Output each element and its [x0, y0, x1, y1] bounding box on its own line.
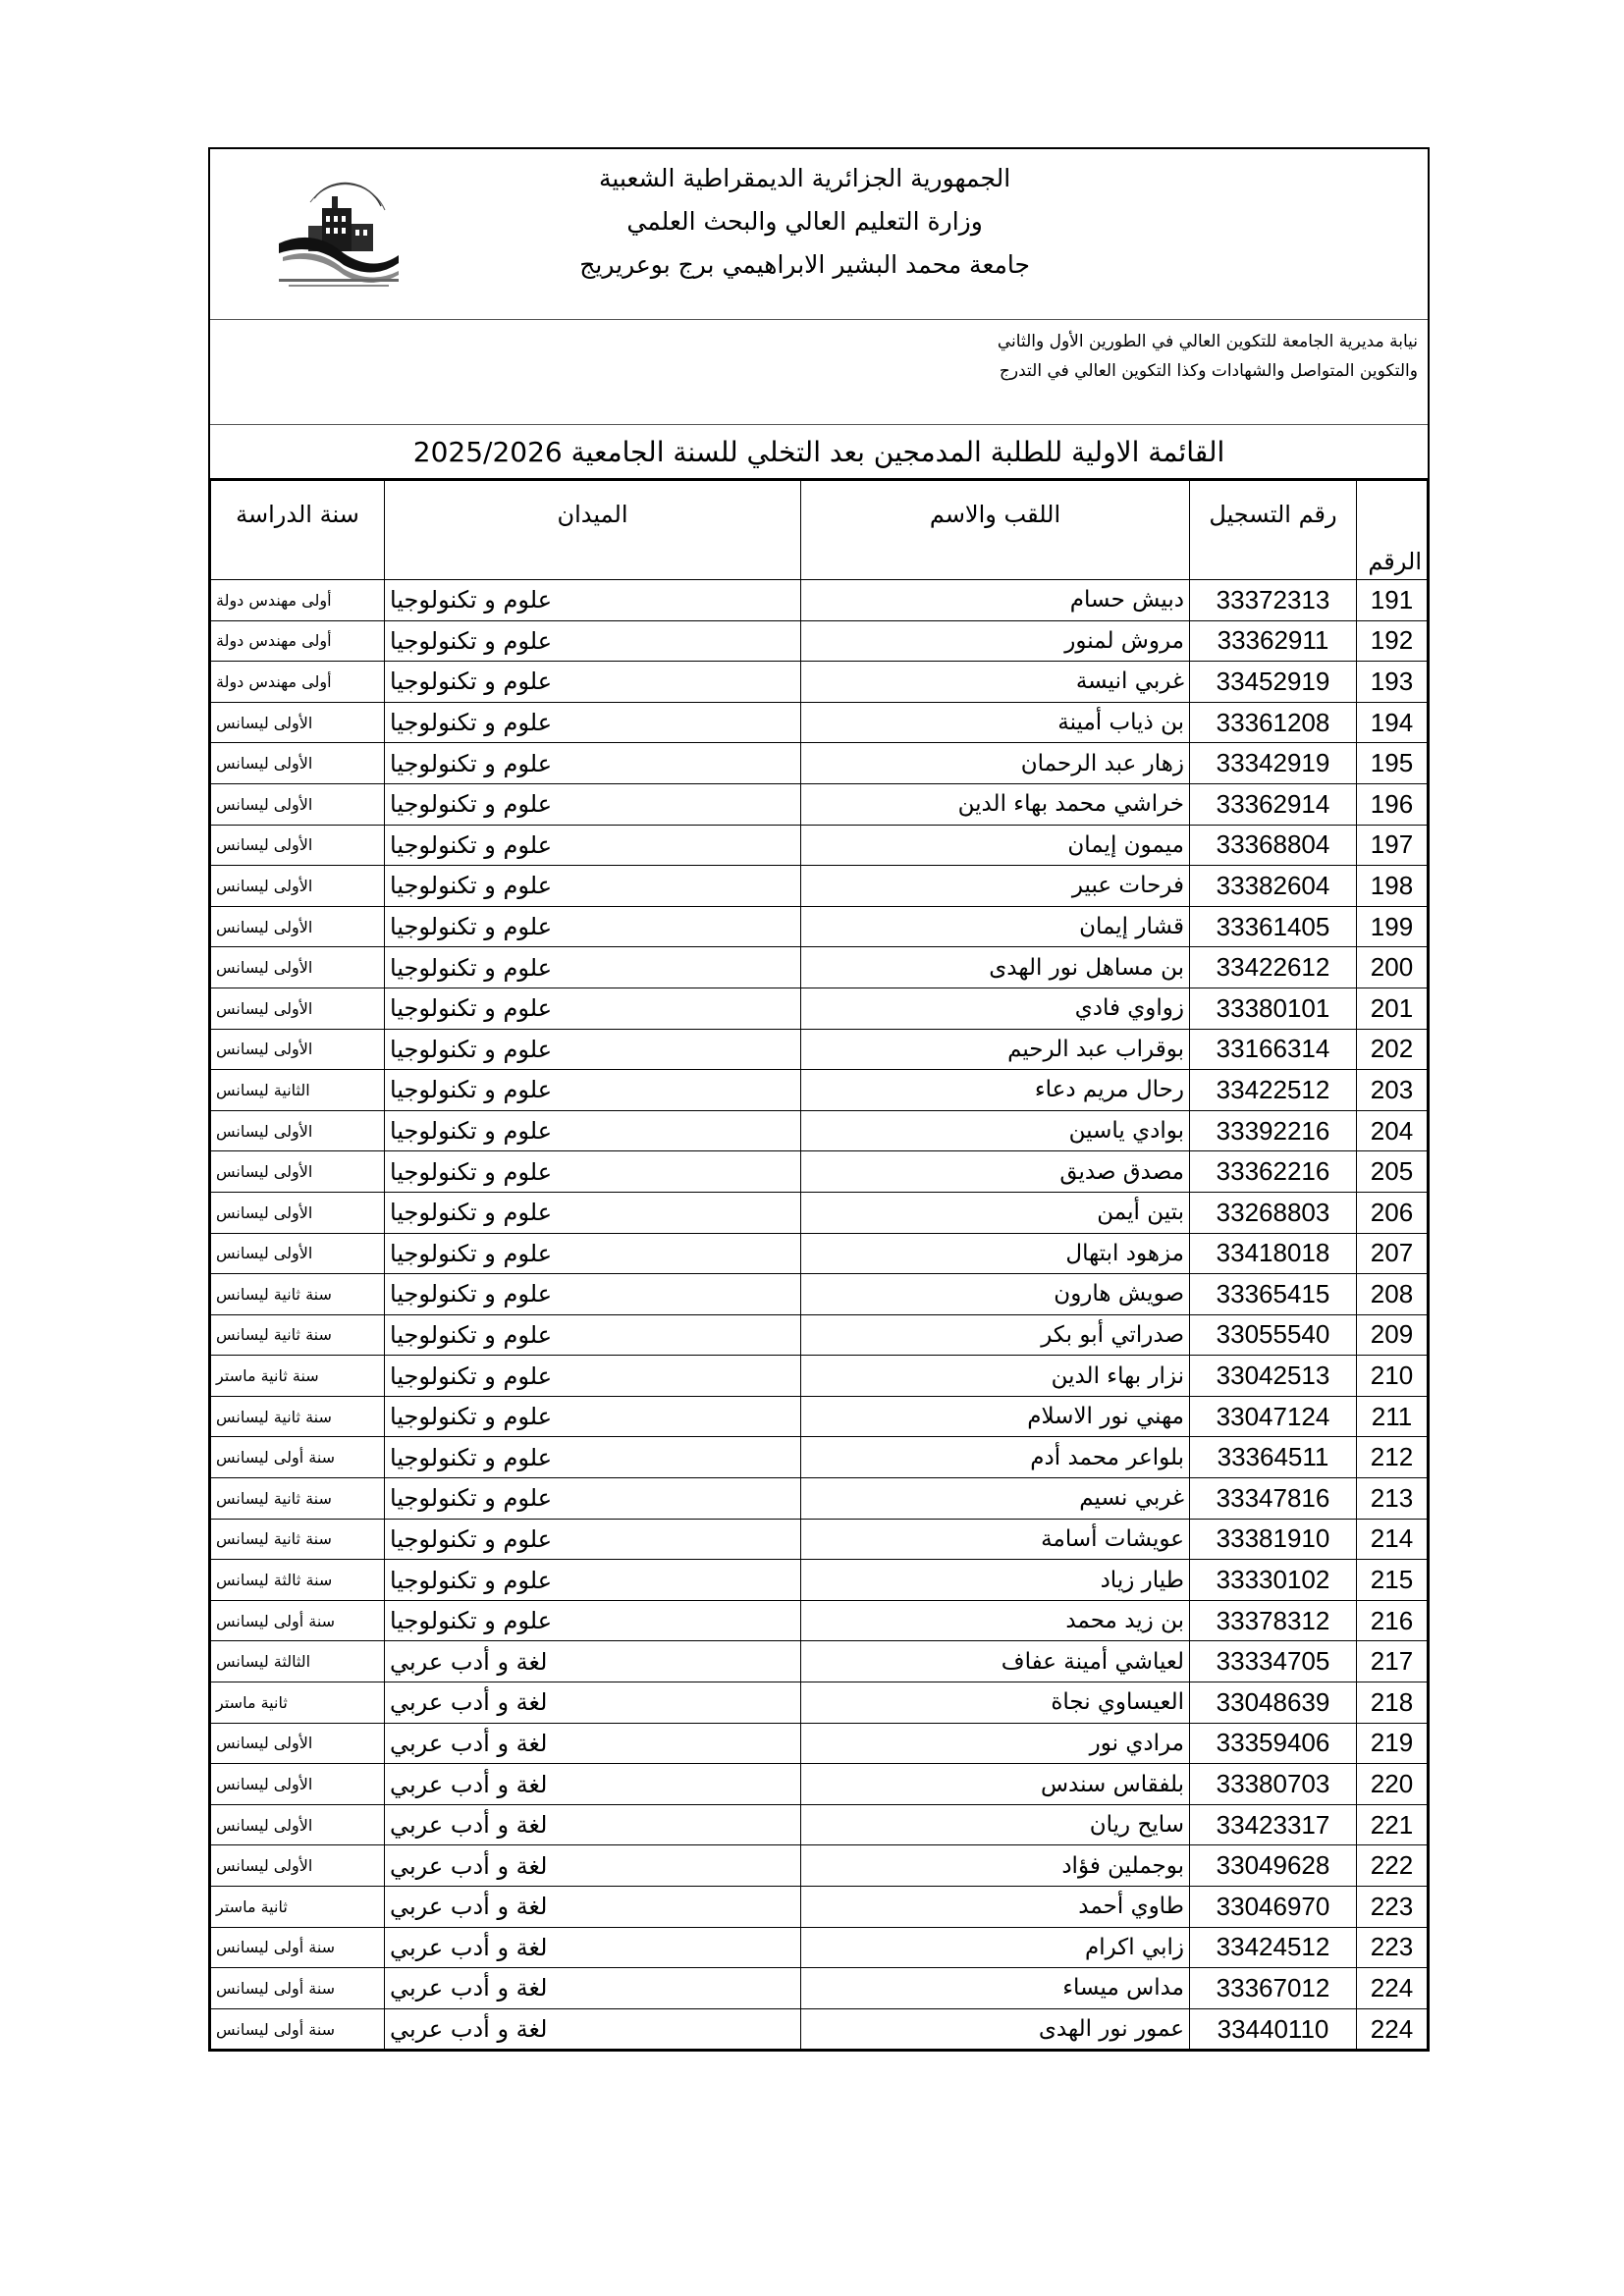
sub-header	[210, 320, 1428, 425]
cell-name: بوجملين فؤاد	[801, 1845, 1190, 1887]
cell-num: 223	[1357, 1927, 1428, 1968]
cell-num: 211	[1357, 1396, 1428, 1437]
table-row	[211, 1845, 1428, 1887]
cell-name: بلفقاس سندس	[801, 1764, 1190, 1805]
cell-name: بن ذياب أمينة	[801, 702, 1190, 743]
cell-name: طيار زياد	[801, 1560, 1190, 1601]
cell-year: سنة أولى ليسانس	[211, 2008, 385, 2050]
cell-num: 208	[1357, 1274, 1428, 1315]
cell-field: علوم و تكنولوجيا	[385, 580, 801, 621]
cell-num: 218	[1357, 1682, 1428, 1724]
cell-name: ميمون إيمان	[801, 825, 1190, 866]
university-name: جامعة محمد البشير الابراهيمي برج بوعريريج	[579, 250, 1030, 279]
cell-num: 199	[1357, 906, 1428, 947]
cell-reg: 33359406	[1190, 1723, 1357, 1764]
cell-year: سنة أولى ليسانس	[211, 1437, 385, 1478]
cell-reg: 33362914	[1190, 783, 1357, 825]
cell-name: بن زيد محمد	[801, 1600, 1190, 1641]
cell-name: قشار إيمان	[801, 906, 1190, 947]
cell-field: علوم و تكنولوجيا	[385, 866, 801, 907]
sub-header-line2: والتكوين المتواصل والشهادات وكذا التكوين العالي في التدرج	[999, 361, 1418, 381]
cell-reg: 33422612	[1190, 947, 1357, 988]
cell-field: علوم و تكنولوجيا	[385, 1233, 801, 1274]
table-row	[211, 1560, 1428, 1601]
cell-year: الأولى ليسانس	[211, 1845, 385, 1887]
table-row	[211, 743, 1428, 784]
cell-name: العيساوي نجاة	[801, 1682, 1190, 1724]
table-row	[211, 825, 1428, 866]
cell-reg: 33364511	[1190, 1437, 1357, 1478]
cell-field: لغة و أدب عربي	[385, 1845, 801, 1887]
table-row	[211, 947, 1428, 988]
cell-name: خراشي محمد بهاء الدين	[801, 783, 1190, 825]
cell-reg: 33423317	[1190, 1804, 1357, 1845]
table-row	[211, 1233, 1428, 1274]
col-header-field: الميدان	[385, 481, 801, 580]
table-row	[211, 1887, 1428, 1928]
cell-field: لغة و أدب عربي	[385, 1723, 801, 1764]
cell-field: علوم و تكنولوجيا	[385, 662, 801, 703]
country-name: الجمهورية الجزائرية الديمقراطية الشعبية	[599, 164, 1011, 192]
cell-name: بوادي ياسين	[801, 1110, 1190, 1151]
table-row	[211, 1600, 1428, 1641]
cell-year: ثانية ماستر	[211, 1682, 385, 1724]
table-row	[211, 1723, 1428, 1764]
cell-year: الأولى ليسانس	[211, 1029, 385, 1070]
cell-name: بتين أيمن	[801, 1192, 1190, 1233]
table-row	[211, 662, 1428, 703]
cell-year: الأولى ليسانس	[211, 1110, 385, 1151]
cell-num: 221	[1357, 1804, 1428, 1845]
cell-name: عمور نور الهدى	[801, 2008, 1190, 2050]
cell-num: 212	[1357, 1437, 1428, 1478]
cell-num: 222	[1357, 1845, 1428, 1887]
cell-reg: 33342919	[1190, 743, 1357, 784]
cell-name: مرادي نور	[801, 1723, 1190, 1764]
table-row	[211, 1029, 1428, 1070]
cell-year: الأولى ليسانس	[211, 906, 385, 947]
col-header-reg: رقم التسجيل	[1190, 481, 1357, 580]
cell-year: الثانية ليسانس	[211, 1070, 385, 1111]
cell-num: 209	[1357, 1314, 1428, 1356]
cell-year: ثانية ماستر	[211, 1887, 385, 1928]
sub-header-line1: نيابة مديرية الجامعة للتكوين العالي في الطورين الأول والثاني	[997, 332, 1418, 351]
table-row	[211, 1519, 1428, 1560]
institution-header	[210, 149, 1428, 320]
cell-field: لغة و أدب عربي	[385, 1968, 801, 2009]
table-row	[211, 702, 1428, 743]
cell-num: 194	[1357, 702, 1428, 743]
cell-name: نزار بهاء الدين	[801, 1356, 1190, 1397]
cell-name: سايح ريان	[801, 1804, 1190, 1845]
header-lines	[579, 157, 1030, 287]
table-row	[211, 1314, 1428, 1356]
cell-reg: 33361208	[1190, 702, 1357, 743]
cell-reg: 33048639	[1190, 1682, 1357, 1724]
cell-year: الأولى ليسانس	[211, 1151, 385, 1193]
cell-num: 204	[1357, 1110, 1428, 1151]
cell-reg: 33372313	[1190, 580, 1357, 621]
table-row	[211, 1356, 1428, 1397]
cell-name: مروش لمنور	[801, 620, 1190, 662]
cell-reg: 33368804	[1190, 825, 1357, 866]
cell-num: 192	[1357, 620, 1428, 662]
cell-name: فرحات عبير	[801, 866, 1190, 907]
document-frame	[208, 147, 1430, 2052]
cell-field: علوم و تكنولوجيا	[385, 947, 801, 988]
cell-reg: 33422512	[1190, 1070, 1357, 1111]
cell-year: سنة ثانية ليسانس	[211, 1274, 385, 1315]
cell-num: 214	[1357, 1519, 1428, 1560]
cell-field: علوم و تكنولوجيا	[385, 1396, 801, 1437]
cell-reg: 33381910	[1190, 1519, 1357, 1560]
cell-field: علوم و تكنولوجيا	[385, 1110, 801, 1151]
cell-field: علوم و تكنولوجيا	[385, 1029, 801, 1070]
cell-reg: 33362216	[1190, 1151, 1357, 1193]
cell-num: 223	[1357, 1887, 1428, 1928]
cell-name: زواوي فادي	[801, 988, 1190, 1029]
cell-num: 200	[1357, 947, 1428, 988]
cell-num: 198	[1357, 866, 1428, 907]
cell-name: بوقراب عبد الرحيم	[801, 1029, 1190, 1070]
cell-field: علوم و تكنولوجيا	[385, 1478, 801, 1520]
cell-name: بلواعر محمد أدم	[801, 1437, 1190, 1478]
cell-year: الأولى ليسانس	[211, 1764, 385, 1805]
cell-reg: 33362911	[1190, 620, 1357, 662]
cell-reg: 33378312	[1190, 1600, 1357, 1641]
cell-name: زهار عبد الرحمان	[801, 743, 1190, 784]
cell-year: الأولى ليسانس	[211, 1233, 385, 1274]
cell-field: علوم و تكنولوجيا	[385, 1600, 801, 1641]
cell-year: الأولى ليسانس	[211, 1804, 385, 1845]
table-row	[211, 1764, 1428, 1805]
table-row	[211, 1927, 1428, 1968]
cell-year: الأولى ليسانس	[211, 743, 385, 784]
cell-reg: 33268803	[1190, 1192, 1357, 1233]
cell-name: لعياشي أمينة عفاف	[801, 1641, 1190, 1682]
cell-reg: 33380703	[1190, 1764, 1357, 1805]
table-header-row	[211, 481, 1428, 580]
cell-field: علوم و تكنولوجيا	[385, 1070, 801, 1111]
cell-reg: 33365415	[1190, 1274, 1357, 1315]
cell-name: غربي انيسة	[801, 662, 1190, 703]
table-row	[211, 1641, 1428, 1682]
cell-year: الأولى ليسانس	[211, 1723, 385, 1764]
cell-year: سنة أولى ليسانس	[211, 1600, 385, 1641]
cell-num: 215	[1357, 1560, 1428, 1601]
table-row	[211, 1110, 1428, 1151]
cell-year: الأولى ليسانس	[211, 783, 385, 825]
cell-field: لغة و أدب عربي	[385, 2008, 801, 2050]
table-row	[211, 620, 1428, 662]
table-row	[211, 988, 1428, 1029]
col-header-name: اللقب والاسم	[801, 481, 1190, 580]
cell-reg: 33055540	[1190, 1314, 1357, 1356]
cell-field: علوم و تكنولوجيا	[385, 1437, 801, 1478]
cell-reg: 33361405	[1190, 906, 1357, 947]
cell-num: 207	[1357, 1233, 1428, 1274]
table-row	[211, 1968, 1428, 2009]
list-title: القائمة الاولية للطلبة المدمجين بعد التخلي للسنة الجامعية 2025/2026	[210, 425, 1428, 480]
cell-num: 193	[1357, 662, 1428, 703]
cell-year: سنة أولى ليسانس	[211, 1927, 385, 1968]
cell-field: علوم و تكنولوجيا	[385, 825, 801, 866]
cell-year: الأولى ليسانس	[211, 702, 385, 743]
cell-year: أولى مهندس دولة	[211, 620, 385, 662]
cell-reg: 33046970	[1190, 1887, 1357, 1928]
cell-name: صدراتي أبو بكر	[801, 1314, 1190, 1356]
cell-num: 220	[1357, 1764, 1428, 1805]
col-header-num: الرقم	[1357, 481, 1428, 580]
cell-year: الثالثة ليسانس	[211, 1641, 385, 1682]
cell-name: صويش هارون	[801, 1274, 1190, 1315]
cell-name: رحال مريم دعاء	[801, 1070, 1190, 1111]
table-row	[211, 783, 1428, 825]
cell-num: 219	[1357, 1723, 1428, 1764]
cell-num: 202	[1357, 1029, 1428, 1070]
cell-field: علوم و تكنولوجيا	[385, 1519, 801, 1560]
cell-name: مزهود ابتهال	[801, 1233, 1190, 1274]
students-table	[210, 480, 1428, 2050]
table-row	[211, 1396, 1428, 1437]
table-row	[211, 1192, 1428, 1233]
cell-reg: 33334705	[1190, 1641, 1357, 1682]
cell-name: بن مساهل نور الهدى	[801, 947, 1190, 988]
cell-reg: 33166314	[1190, 1029, 1357, 1070]
cell-year: الأولى ليسانس	[211, 825, 385, 866]
cell-num: 203	[1357, 1070, 1428, 1111]
cell-year: الأولى ليسانس	[211, 988, 385, 1029]
cell-reg: 33347816	[1190, 1478, 1357, 1520]
table-row	[211, 1151, 1428, 1193]
table-row	[211, 906, 1428, 947]
cell-year: سنة ثانية ماستر	[211, 1356, 385, 1397]
cell-reg: 33418018	[1190, 1233, 1357, 1274]
table-row	[211, 1478, 1428, 1520]
cell-num: 213	[1357, 1478, 1428, 1520]
cell-field: علوم و تكنولوجيا	[385, 1151, 801, 1193]
cell-year: سنة أولى ليسانس	[211, 1968, 385, 2009]
cell-reg: 33042513	[1190, 1356, 1357, 1397]
university-logo-icon	[275, 177, 403, 293]
cell-reg: 33440110	[1190, 2008, 1357, 2050]
cell-field: علوم و تكنولوجيا	[385, 988, 801, 1029]
cell-name: مصدق صديق	[801, 1151, 1190, 1193]
cell-num: 210	[1357, 1356, 1428, 1397]
cell-year: سنة ثانية ليسانس	[211, 1314, 385, 1356]
cell-num: 224	[1357, 1968, 1428, 2009]
cell-field: لغة و أدب عربي	[385, 1641, 801, 1682]
cell-num: 191	[1357, 580, 1428, 621]
cell-field: علوم و تكنولوجيا	[385, 1192, 801, 1233]
cell-num: 201	[1357, 988, 1428, 1029]
cell-year: سنة ثانية ليسانس	[211, 1519, 385, 1560]
table-row	[211, 1437, 1428, 1478]
table-row	[211, 866, 1428, 907]
cell-reg: 33424512	[1190, 1927, 1357, 1968]
table-row	[211, 1070, 1428, 1111]
cell-field: لغة و أدب عربي	[385, 1682, 801, 1724]
cell-num: 196	[1357, 783, 1428, 825]
cell-num: 205	[1357, 1151, 1428, 1193]
table-row	[211, 1804, 1428, 1845]
cell-reg: 33452919	[1190, 662, 1357, 703]
cell-reg: 33380101	[1190, 988, 1357, 1029]
cell-name: مداس ميساء	[801, 1968, 1190, 2009]
table-row	[211, 580, 1428, 621]
col-header-year: سنة الدراسة	[211, 481, 385, 580]
cell-field: علوم و تكنولوجيا	[385, 783, 801, 825]
cell-field: لغة و أدب عربي	[385, 1764, 801, 1805]
cell-num: 197	[1357, 825, 1428, 866]
cell-field: علوم و تكنولوجيا	[385, 702, 801, 743]
cell-year: أولى مهندس دولة	[211, 580, 385, 621]
cell-name: دبيش حسام	[801, 580, 1190, 621]
table-row	[211, 2008, 1428, 2050]
cell-name: مهني نور الاسلام	[801, 1396, 1190, 1437]
cell-field: علوم و تكنولوجيا	[385, 1356, 801, 1397]
cell-reg: 33382604	[1190, 866, 1357, 907]
table-body	[211, 580, 1428, 2050]
cell-reg: 33367012	[1190, 1968, 1357, 2009]
cell-num: 224	[1357, 2008, 1428, 2050]
cell-field: علوم و تكنولوجيا	[385, 1314, 801, 1356]
ministry-name: وزارة التعليم العالي والبحث العلمي	[626, 207, 983, 236]
cell-num: 217	[1357, 1641, 1428, 1682]
cell-year: الأولى ليسانس	[211, 947, 385, 988]
cell-reg: 33330102	[1190, 1560, 1357, 1601]
cell-field: لغة و أدب عربي	[385, 1804, 801, 1845]
cell-field: لغة و أدب عربي	[385, 1927, 801, 1968]
cell-num: 206	[1357, 1192, 1428, 1233]
cell-reg: 33047124	[1190, 1396, 1357, 1437]
cell-reg: 33049628	[1190, 1845, 1357, 1887]
cell-year: سنة ثانية ليسانس	[211, 1396, 385, 1437]
cell-field: علوم و تكنولوجيا	[385, 620, 801, 662]
cell-field: علوم و تكنولوجيا	[385, 1560, 801, 1601]
cell-field: علوم و تكنولوجيا	[385, 1274, 801, 1315]
cell-name: عويشات أسامة	[801, 1519, 1190, 1560]
cell-year: الأولى ليسانس	[211, 1192, 385, 1233]
cell-num: 216	[1357, 1600, 1428, 1641]
cell-field: لغة و أدب عربي	[385, 1887, 801, 1928]
cell-field: علوم و تكنولوجيا	[385, 906, 801, 947]
cell-name: زابي اكرام	[801, 1927, 1190, 1968]
cell-year: سنة ثالثة ليسانس	[211, 1560, 385, 1601]
table-row	[211, 1682, 1428, 1724]
cell-name: طاوي أحمد	[801, 1887, 1190, 1928]
table-row	[211, 1274, 1428, 1315]
cell-year: سنة ثانية ليسانس	[211, 1478, 385, 1520]
cell-reg: 33392216	[1190, 1110, 1357, 1151]
cell-year: الأولى ليسانس	[211, 866, 385, 907]
cell-field: علوم و تكنولوجيا	[385, 743, 801, 784]
cell-year: أولى مهندس دولة	[211, 662, 385, 703]
cell-name: غربي نسيم	[801, 1478, 1190, 1520]
cell-num: 195	[1357, 743, 1428, 784]
